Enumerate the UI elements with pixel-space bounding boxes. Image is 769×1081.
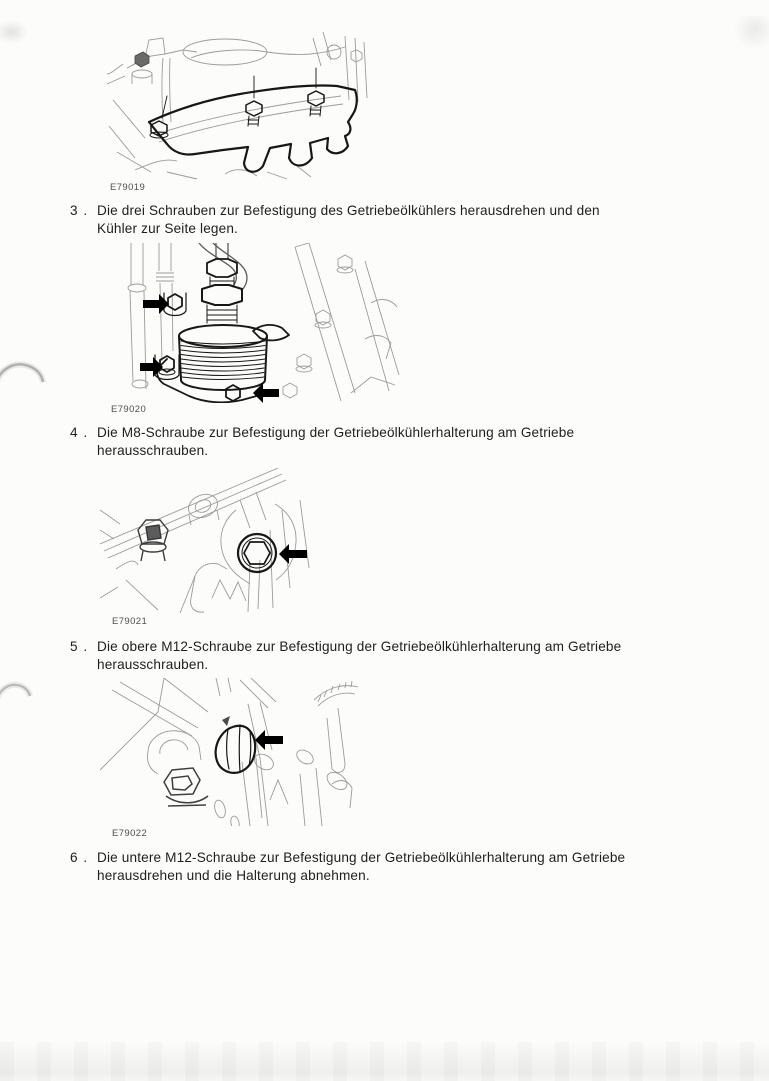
step-item-4	[0, 425, 769, 465]
lower-bracket-bolt-illustration	[100, 678, 400, 826]
step-number: 4 .	[70, 425, 89, 440]
figure-label-e79021: E79021	[112, 616, 148, 627]
scan-smudge	[0, 20, 28, 44]
punch-hole-shadow	[0, 352, 46, 398]
callout-arrow	[279, 544, 307, 564]
callout-arrow	[143, 294, 169, 314]
figure-shield-plate	[105, 30, 400, 182]
small-bolt-head	[135, 52, 149, 67]
step-text-line: Die drei Schrauben zur Befestigung des Getriebeölkühlers herausdrehen und den	[97, 203, 600, 218]
step-number: 5 .	[70, 639, 89, 654]
callout-arrow	[255, 730, 283, 750]
figure-lower-bracket-bolt	[100, 678, 400, 826]
upper-bracket-bolt-illustration	[100, 468, 400, 613]
scan-smudge	[733, 16, 769, 50]
figure-oil-cooler	[103, 243, 403, 403]
step-text-line: Die M8-Schraube zur Befestigung der Getriebeölkühlerhalterung am Getriebe	[97, 425, 575, 440]
step-number: 6 .	[70, 850, 89, 865]
figure-label-e79019: E79019	[110, 182, 146, 193]
step-item-3	[0, 203, 769, 243]
step-text-line: herausschrauben.	[97, 443, 209, 458]
figure-label-e79022: E79022	[112, 828, 148, 839]
step-text-line: Die obere M12-Schraube zur Befestigung der Getriebeölkühlerhalterung am Getriebe	[97, 639, 622, 654]
oil-cooler-illustration	[103, 243, 403, 403]
punch-hole-shadow	[0, 672, 38, 714]
shadow-wedge	[222, 716, 230, 726]
step-text-line: Die untere M12-Schraube zur Befestigung der Getriebeölkühlerhalterung am Getriebe	[97, 850, 626, 865]
scan-noise-band	[0, 1042, 769, 1081]
figure-upper-bracket-bolt	[100, 468, 400, 613]
step-text-line: Kühler zur Seite legen.	[97, 221, 238, 236]
step-text-line: herausschrauben.	[97, 657, 209, 672]
figure-label-e79020: E79020	[111, 404, 147, 415]
step-item-5	[0, 639, 769, 679]
step-number: 3 .	[70, 203, 89, 218]
step-item-6	[0, 850, 769, 890]
step-text-line: herausdrehen und die Halterung abnehmen.	[97, 868, 370, 883]
shield-plate-illustration	[105, 30, 400, 182]
